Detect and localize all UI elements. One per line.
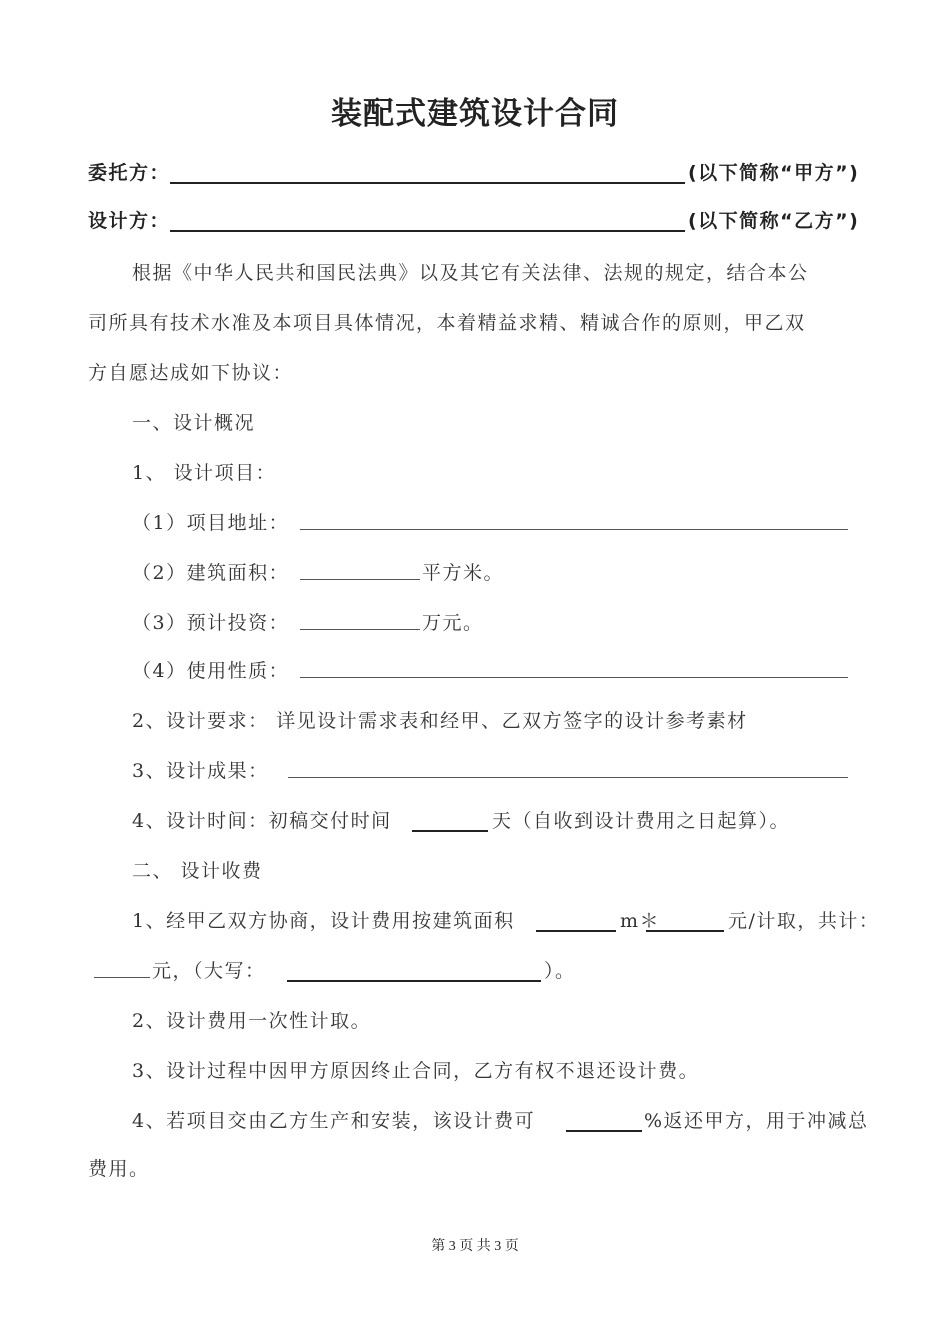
party-a-blank[interactable] bbox=[170, 182, 685, 184]
fee-4-prefix: 4、若项目交由乙方生产和安装，该设计费可 bbox=[132, 1110, 536, 1132]
party-a-row bbox=[0, 158, 950, 192]
fee-4-line-2 bbox=[0, 1154, 950, 1188]
area-blank[interactable] bbox=[300, 579, 420, 580]
intro-text-3: 方自愿达成如下协议： bbox=[88, 362, 294, 384]
party-a-label: 委托方： bbox=[88, 162, 171, 184]
intro-line-3 bbox=[0, 358, 950, 392]
party-b-suffix: (以下简称“乙方”) bbox=[688, 210, 860, 232]
party-a-suffix: (以下简称“甲方”) bbox=[688, 162, 860, 184]
fee-4-line-2-text: 费用。 bbox=[88, 1158, 150, 1180]
party-b-row bbox=[0, 206, 950, 240]
design-result-row bbox=[0, 756, 950, 790]
section-2-heading: 二、 设计收费 bbox=[132, 860, 263, 882]
intro-text-2: 司所具有技术水准及本项目具体情况，本着精益求精、精诚合作的原则，甲乙双 bbox=[88, 312, 806, 334]
fee-4-suffix: %返还甲方，用于冲减总 bbox=[644, 1110, 869, 1132]
area-row bbox=[0, 558, 950, 592]
fee-3-text: 3、设计过程中因甲方原因终止合同，乙方有权不退还设计费。 bbox=[132, 1060, 700, 1082]
section-1-heading: 一、设计概况 bbox=[132, 412, 256, 434]
investment-label: （3）预计投资： bbox=[132, 612, 290, 634]
fee-1-line-2-text-b: ）。 bbox=[544, 960, 576, 982]
party-b-label: 设计方： bbox=[88, 210, 171, 232]
fee-rate-blank[interactable] bbox=[646, 930, 724, 932]
fee-total-capital-blank[interactable] bbox=[287, 980, 541, 982]
party-b-blank[interactable] bbox=[170, 230, 685, 232]
fee-1-row bbox=[0, 906, 950, 940]
address-row bbox=[0, 508, 950, 542]
fee-4-row bbox=[0, 1106, 950, 1140]
fee-1-unit: m＊ bbox=[620, 910, 661, 932]
usage-label: （4）使用性质： bbox=[132, 660, 290, 682]
fee-3-row bbox=[0, 1056, 950, 1090]
document-title: 装配式建筑设计合同 bbox=[331, 96, 619, 132]
usage-row bbox=[0, 656, 950, 690]
section-1-heading-row bbox=[0, 408, 950, 442]
design-time-row bbox=[0, 806, 950, 840]
fee-2-row bbox=[0, 1006, 950, 1040]
fee-1-line-2-text-a: 元，（大写： bbox=[152, 960, 266, 982]
design-item-label: 1、 设计项目： bbox=[132, 462, 277, 484]
intro-line-2 bbox=[0, 308, 950, 342]
design-result-blank[interactable] bbox=[288, 777, 848, 778]
fee-area-blank[interactable] bbox=[536, 930, 616, 932]
address-blank[interactable] bbox=[300, 529, 848, 530]
intro-line-1 bbox=[0, 258, 950, 292]
address-label: （1）项目地址： bbox=[132, 512, 290, 534]
investment-blank[interactable] bbox=[300, 629, 420, 630]
fee-1-suffix: 元/计取，共计： bbox=[728, 910, 880, 932]
usage-blank[interactable] bbox=[300, 677, 848, 678]
design-time-prefix: 4、设计时间：初稿交付时间 bbox=[132, 810, 392, 832]
fee-total-blank[interactable] bbox=[94, 977, 150, 978]
fee-1-line-2 bbox=[0, 956, 950, 990]
intro-text-1: 根据《中华人民共和国民法典》以及其它有关法律、法规的规定，结合本公 bbox=[132, 262, 809, 284]
page-number: 第 3 页 共 3 页 bbox=[431, 1239, 519, 1254]
design-item-row bbox=[0, 458, 950, 492]
area-unit: 平方米。 bbox=[422, 562, 505, 584]
design-days-blank[interactable] bbox=[412, 830, 488, 832]
area-label: （2）建筑面积： bbox=[132, 562, 290, 584]
fee-2-text: 2、设计费用一次性计取。 bbox=[132, 1010, 372, 1032]
investment-unit: 万元。 bbox=[422, 612, 484, 634]
section-2-heading-row bbox=[0, 856, 950, 890]
fee-1-prefix: 1、经甲乙双方协商，设计费用按建筑面积 bbox=[132, 910, 515, 932]
design-requirement-row bbox=[0, 706, 950, 740]
refund-percent-blank[interactable] bbox=[566, 1130, 642, 1132]
design-result-label: 3、设计成果： bbox=[132, 760, 269, 782]
design-requirement-text: 2、设计要求： 详见设计需求表和经甲、乙双方签字的设计参考素材 bbox=[132, 710, 748, 732]
investment-row bbox=[0, 608, 950, 642]
design-time-suffix: 天（自收到设计费用之日起算）。 bbox=[492, 810, 791, 832]
